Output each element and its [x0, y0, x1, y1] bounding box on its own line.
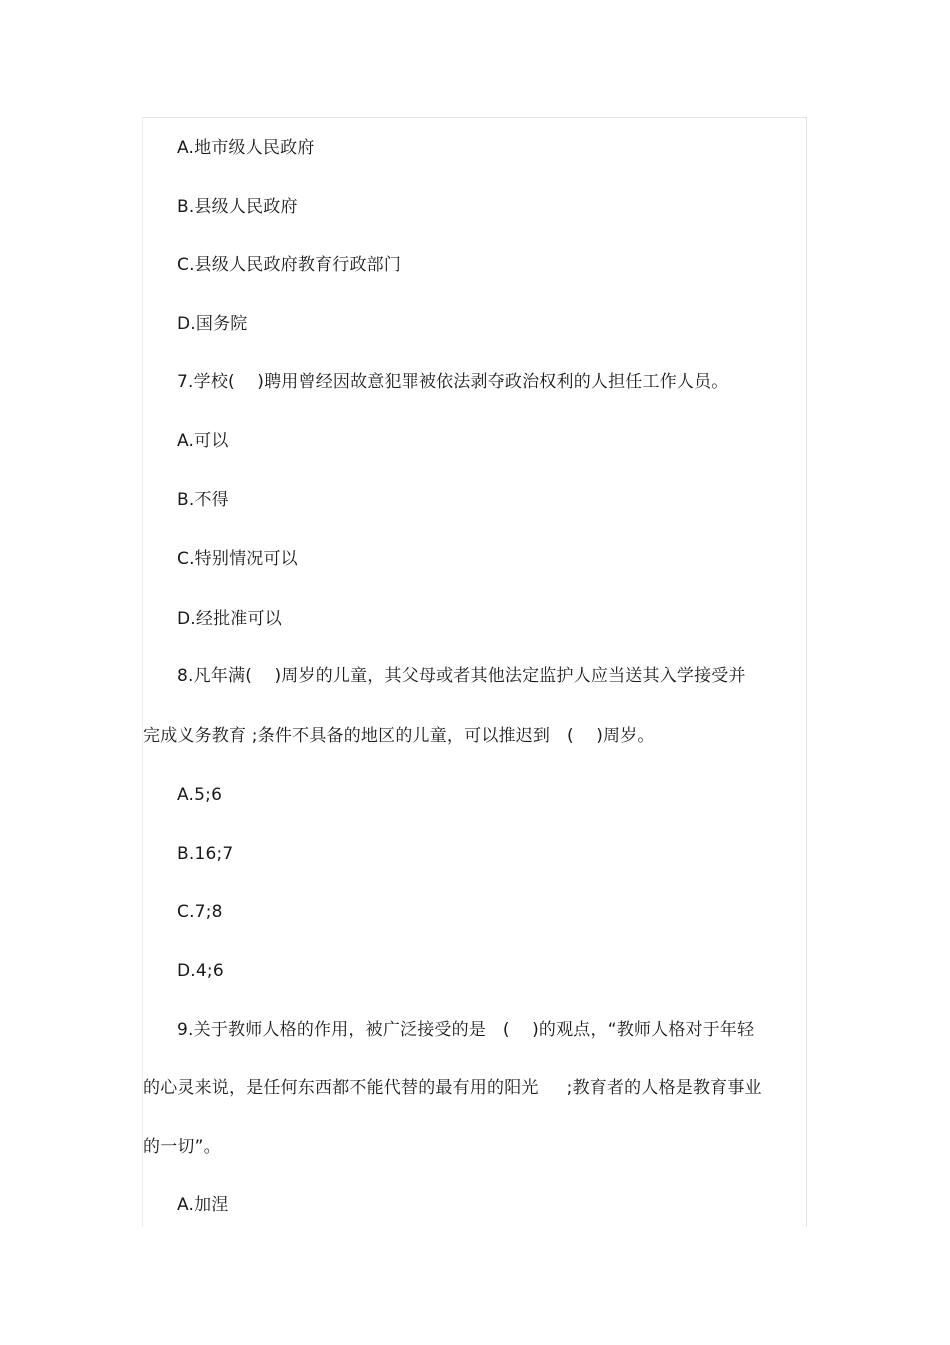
q6-option-b: B.县级人民政府	[177, 197, 298, 217]
q6-option-d: D.国务院	[177, 314, 248, 334]
q7-stem: 7.学校( )聘用曾经因故意犯罪被依法剥夺政治权利的人担任工作人员。	[177, 372, 729, 392]
q6-option-c: C.县级人民政府教育行政部门	[177, 255, 402, 275]
q6-option-a: A.地市级人民政府	[177, 138, 315, 158]
q7-option-d: D.经批准可以	[177, 609, 282, 629]
q8-stem-line2: 完成义务教育 ;条件不具备的地区的儿童，可以推迟到 ( )周岁。	[143, 726, 655, 746]
q7-option-b: B.不得	[177, 490, 229, 510]
q8-stem-line1: 8.凡年满( )周岁的儿童，其父母或者其他法定监护人应当送其入学接受并	[177, 666, 746, 686]
q8-option-c: C.7;8	[177, 902, 223, 922]
q9-stem-line1: 9.关于教师人格的作用，被广泛接受的是 ( )的观点，“教师人格对于年轻	[177, 1020, 755, 1040]
q8-option-b: B.16;7	[177, 844, 234, 864]
q9-option-a: A.加涅	[177, 1195, 229, 1215]
q7-option-c: C.特别情况可以	[177, 549, 298, 569]
q9-stem-line3: 的一切”。	[143, 1137, 221, 1157]
q8-option-d: D.4;6	[177, 961, 224, 981]
q9-stem-line2: 的心灵来说，是任何东西都不能代替的最有用的阳光 ;教育者的人格是教育事业	[143, 1078, 762, 1098]
q8-option-a: A.5;6	[177, 785, 223, 805]
q7-option-a: A.可以	[177, 431, 229, 451]
